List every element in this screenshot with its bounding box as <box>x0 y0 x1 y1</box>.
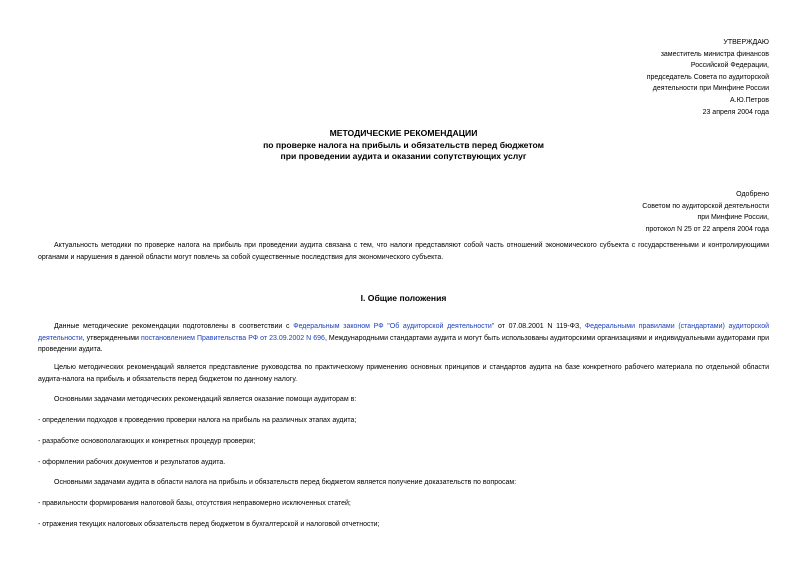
endorsement-line: Советом по аудиторской деятельности <box>642 202 769 210</box>
endorsement-line: при Минфине России, <box>697 214 769 222</box>
paragraph-basis <box>38 321 769 356</box>
approval-line: деятельности при Минфине России <box>652 85 769 93</box>
endorsement-block <box>509 189 769 235</box>
intro-paragraph <box>38 240 769 263</box>
approval-line: председатель Совета по аудиторской <box>646 73 769 81</box>
document-title <box>0 128 807 163</box>
approval-line: УТВЕРЖДАЮ <box>723 39 769 46</box>
approval-block <box>509 37 769 118</box>
paragraph-text: от 07.08.2001 N 119-ФЗ, <box>494 323 585 330</box>
paragraph-purpose <box>38 362 769 385</box>
list-item: - отражения текущих налоговых обязательств перед бюджетом в бухгалтерской и налоговой отчетности; <box>38 521 380 528</box>
endorsement-line: протокол N 25 от 22 апреля 2004 года <box>645 225 769 233</box>
section-heading: I. Общие положения <box>360 293 447 303</box>
approval-line: Российской Федерации, <box>690 62 769 70</box>
list-item: - разработке основополагающих и конкретных процедур проверки; <box>38 438 256 445</box>
law-link[interactable]: Федеральным законом РФ "Об аудиторской деятельности" <box>293 323 495 330</box>
paragraph-text: Целью методических рекомендаций является представление руководства по практическому применению основных принципов и стандартов аудита на базе конкретного рабочего материала по отдельной области аудита-налога на прибыль и обязательств перед бюджетом по данному налогу. <box>38 364 769 383</box>
title-line: МЕТОДИЧЕСКИЕ РЕКОМЕНДАЦИИ <box>329 128 478 138</box>
approval-line: 23 апреля 2004 года <box>702 108 769 116</box>
intro-text: Актуальность методики по проверке налога на прибыль при проведении аудита связана с тем, что налоги представляют собой часть отношений экономического субъекта с государственными и контролирующими органами и нарушения в данной области могут повлечь за собой существенные последствия для экономического субъекта. <box>38 242 769 261</box>
paragraph-text: Основными задачами аудита в области налога на прибыль и обязательств перед бюджетом является получение доказательств по вопросам: <box>54 479 517 486</box>
list-item: - оформлении рабочих документов и результатов аудита. <box>38 459 226 466</box>
list-item: - определении подходов к проведению проверки налога на прибыль на различных этапах аудита; <box>38 417 357 424</box>
paragraph-text: Данные методические рекомендации подготовлены в соответствии с <box>54 323 294 330</box>
paragraph-text: Основными задачами методических рекомендаций является оказание помощи аудиторам в: <box>54 396 357 403</box>
title-line: по проверке налога на прибыль и обязательств перед бюджетом <box>263 139 544 150</box>
endorsement-line: Одобрено <box>736 191 769 198</box>
title-line: при проведении аудита и оказании сопутствующих услуг <box>280 151 527 161</box>
paragraph-audit-tasks <box>38 477 769 489</box>
approval-line: заместитель министра финансов <box>660 50 769 58</box>
paragraph-text: , Международными стандартами аудита и могут быть использованы аудиторскими организациями и индивидуальными аудиторами при проведении аудита. <box>38 334 769 354</box>
list-item: - правильности формирования налоговой базы, отсутствия неправомерно исключенных статей; <box>38 500 351 507</box>
paragraph-tasks <box>38 394 769 406</box>
paragraph-text: , утвержденными <box>82 334 141 342</box>
resolution-link[interactable]: постановлением Правительства РФ от 23.09.2002 N 696 <box>140 334 325 342</box>
approval-line: А.Ю.Петров <box>729 96 769 104</box>
rules-link[interactable]: Федеральными правилами (стандартами) аудиторской деятельности <box>38 323 769 342</box>
